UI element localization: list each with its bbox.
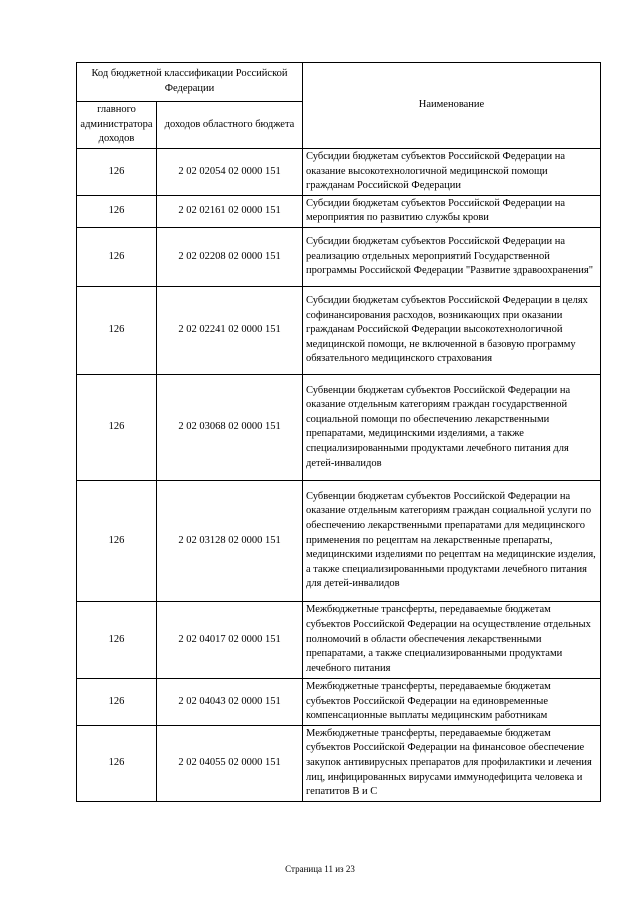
income-code-cell: 2 02 04055 02 0000 151: [157, 725, 303, 801]
name-cell: Межбюджетные трансферты, передаваемые бюджетам субъектов Российской Федерации на осуществление отдельных полномочий в области обеспечения лекарственными препаратами, а также специализированными продуктами лечебного питания: [303, 601, 601, 678]
name-cell: Межбюджетные трансферты, передаваемые бюджетам субъектов Российской Федерации на финансовое обеспечение закупок антивирусных препаратов для профилактики и лечения лиц, инфицированных вирусами иммунодефицита человека и гепатитов В и С: [303, 725, 601, 801]
income-code-cell: 2 02 02208 02 0000 151: [157, 227, 303, 286]
table-row: [77, 195, 601, 227]
budget-classification-table: [76, 62, 601, 802]
admin-code-cell: 126: [77, 374, 157, 480]
table-row: [77, 601, 601, 678]
table-row: [77, 678, 601, 725]
name-cell: Субвенции бюджетам субъектов Российской Федерации на оказание отдельным категориям граждан социальной услуги по обеспечению лекарственными препаратами для медицинского применения по рецептам на лекарственные препараты, медицинскими изделиями по рецептам на медицинские изделия, а также специализированными продуктами лечебного питания для детей-инвалидов: [303, 480, 601, 601]
header-admin-code: главного администратора доходов: [77, 102, 157, 149]
income-code-cell: 2 02 02161 02 0000 151: [157, 195, 303, 227]
income-code-cell: 2 02 04043 02 0000 151: [157, 678, 303, 725]
name-cell: Межбюджетные трансферты, передаваемые бюджетам субъектов Российской Федерации на единовременные компенсационные выплаты медицинским работникам: [303, 678, 601, 725]
admin-code-cell: 126: [77, 480, 157, 601]
admin-code-cell: 126: [77, 195, 157, 227]
income-code-cell: 2 02 03128 02 0000 151: [157, 480, 303, 601]
header-name: Наименование: [303, 63, 601, 149]
table-row: [77, 286, 601, 374]
table-row: [77, 725, 601, 801]
admin-code-cell: 126: [77, 678, 157, 725]
income-code-cell: 2 02 03068 02 0000 151: [157, 374, 303, 480]
table-row: [77, 374, 601, 480]
income-code-cell: 2 02 04017 02 0000 151: [157, 601, 303, 678]
name-cell: Субсидии бюджетам субъектов Российской Федерации на реализацию отдельных мероприятий Государственной программы Российской Федерации "Развитие здравоохранения": [303, 227, 601, 286]
admin-code-cell: 126: [77, 601, 157, 678]
name-cell: Субсидии бюджетам субъектов Российской Федерации в целях софинансирования расходов, возникающих при оказании гражданам Российской Федерации высокотехнологичной медицинской помощи, не включенной в базовую программу обязательного медицинского страхования: [303, 286, 601, 374]
page-number: Страница 11 из 23: [285, 864, 355, 874]
header-income-code: доходов областного бюджета: [157, 102, 303, 149]
table-row: [77, 480, 601, 601]
name-cell: Субвенции бюджетам субъектов Российской Федерации на оказание отдельным категориям граждан государственной социальной помощи по обеспечению лекарственными препаратами, медицинскими изделиями, а также специализированными продуктами лечебного питания для детей-инвалидов: [303, 374, 601, 480]
admin-code-cell: 126: [77, 149, 157, 196]
admin-code-cell: 126: [77, 286, 157, 374]
table-row: [77, 227, 601, 286]
income-code-cell: 2 02 02054 02 0000 151: [157, 149, 303, 196]
header-budget-code-group: Код бюджетной классификации Российской Федерации: [77, 63, 303, 102]
table-row: [77, 149, 601, 196]
admin-code-cell: 126: [77, 725, 157, 801]
name-cell: Субсидии бюджетам субъектов Российской Федерации на мероприятия по развитию службы крови: [303, 195, 601, 227]
name-cell: Субсидии бюджетам субъектов Российской Федерации на оказание высокотехнологичной медицинской помощи гражданам Российской Федерации: [303, 149, 601, 196]
income-code-cell: 2 02 02241 02 0000 151: [157, 286, 303, 374]
admin-code-cell: 126: [77, 227, 157, 286]
